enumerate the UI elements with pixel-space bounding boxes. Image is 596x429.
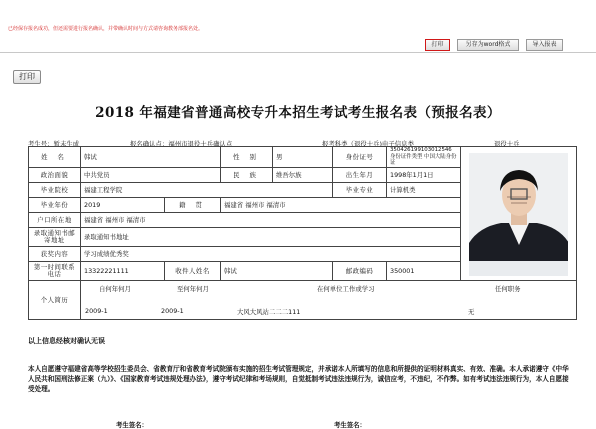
zip-label: 邮政编码 (333, 261, 387, 280)
politics-label: 政治面貌 (29, 167, 81, 182)
year-value: 2019 (81, 197, 165, 212)
year-label: 毕业年份 (29, 197, 81, 212)
subject-type: 报考科类（退役士兵)电子信息类 (322, 140, 414, 148)
resume-header-post: 任何职务 (495, 284, 521, 293)
resume-header-from: 自何年何月 (99, 284, 131, 293)
origin-label: 籍 贯 (165, 197, 221, 212)
school-label: 毕业院校 (29, 182, 81, 197)
phone-value: 13322221111 (81, 261, 165, 280)
phone-label: 第一时间联系电话 (29, 261, 81, 280)
signature-label-right: 考生签名： (334, 421, 366, 429)
candidate-photo (469, 153, 568, 276)
name-label: 姓 名 (29, 147, 81, 168)
form-title: 2018 年福建省普通高校专升本招生考试考生报名表（预报名表） (95, 105, 501, 121)
resume-header-to: 至何年何月 (177, 284, 209, 293)
print-button-top[interactable]: 打印 (425, 39, 450, 51)
resume-from: 2009-1 (85, 306, 108, 315)
photo-cell (461, 147, 577, 281)
save-notice: 已经保存报名成功，但还需要进行报名确认，并带确认时间与方式请咨询教务部报名处。 (8, 26, 204, 32)
gender-label: 性 别 (221, 147, 273, 168)
candidate-photo-image (469, 153, 568, 261)
resume-to: 2009-1 (161, 306, 184, 315)
id-label: 身份证号 (333, 147, 387, 168)
mail-label: 录取通知书邮寄地址 (29, 227, 81, 246)
confirm-point: 报名确认点：福州市退役士兵确认点 (130, 140, 233, 148)
mail-value: 录取通知书地址 (81, 227, 461, 246)
exam-number: 考生号：暂未生成 (28, 140, 80, 148)
school-value: 福建工程学院 (81, 182, 333, 197)
resume-unit: 大风大风站二二二111 (237, 307, 301, 316)
candidate-category: 退役士兵 (494, 140, 520, 148)
zip-value: 350001 (387, 261, 461, 280)
recipient-value: 韩试 (221, 261, 333, 280)
resume-label: 个人简历 (29, 280, 81, 319)
hukou-label: 户口所在地 (29, 212, 81, 227)
save-as-word-button[interactable]: 另存为word格式 (457, 39, 519, 51)
registration-table (28, 146, 577, 320)
id-number: 350426199103012546 (390, 147, 452, 153)
award-value: 学习成绩优秀奖 (81, 246, 461, 261)
confirm-text: 以上信息经核对确认无误 (28, 337, 105, 345)
politics-value: 中共党员 (81, 167, 221, 182)
resume-header-unit: 在何单位工作或学习 (317, 284, 375, 293)
id-type: 身份证件类型 中国大陆身份证 (390, 153, 457, 166)
print-button[interactable]: 打印 (13, 70, 41, 84)
signature-label-left: 考生签名： (116, 421, 148, 429)
import-button[interactable]: 导入报表 (526, 39, 563, 51)
major-value: 计算机类 (387, 182, 461, 197)
nation-label: 民 族 (221, 167, 273, 182)
birth-label: 出生年月 (333, 167, 387, 182)
nation-value: 维吾尔族 (273, 167, 333, 182)
id-cell (387, 147, 461, 168)
origin-value: 福建省 福州市 福清市 (221, 197, 461, 212)
declaration-text: 本人自愿遵守福建省高等学校招生委员会、省教育厅和省教育考试院颁布实施的招生考试管理规定，并承诺本人所填写的信息和所提供的证明材料真实、有效、准确。本人承诺遵守《中华人民共和国刑法修正案（九）》、《国家教育考试违规处理办法》，遵守考试纪律和考场规则，自觉抵制考试违法违规行为，诚信应考，不违纪，不作弊。如有考试违法违规行为，本人自愿接受处理。 (28, 365, 569, 393)
resume-cell (81, 280, 577, 319)
recipient-label: 收件人姓名 (165, 261, 221, 280)
birth-value: 1998年1月1日 (387, 167, 461, 182)
gender-value: 男 (273, 147, 333, 168)
hukou-value: 福建省 福州市 福清市 (81, 212, 461, 227)
resume-post: 无 (468, 307, 475, 316)
name-value: 韩试 (81, 147, 221, 168)
award-label: 获奖内容 (29, 246, 81, 261)
major-label: 毕业专业 (333, 182, 387, 197)
toolbar-divider (0, 52, 596, 53)
